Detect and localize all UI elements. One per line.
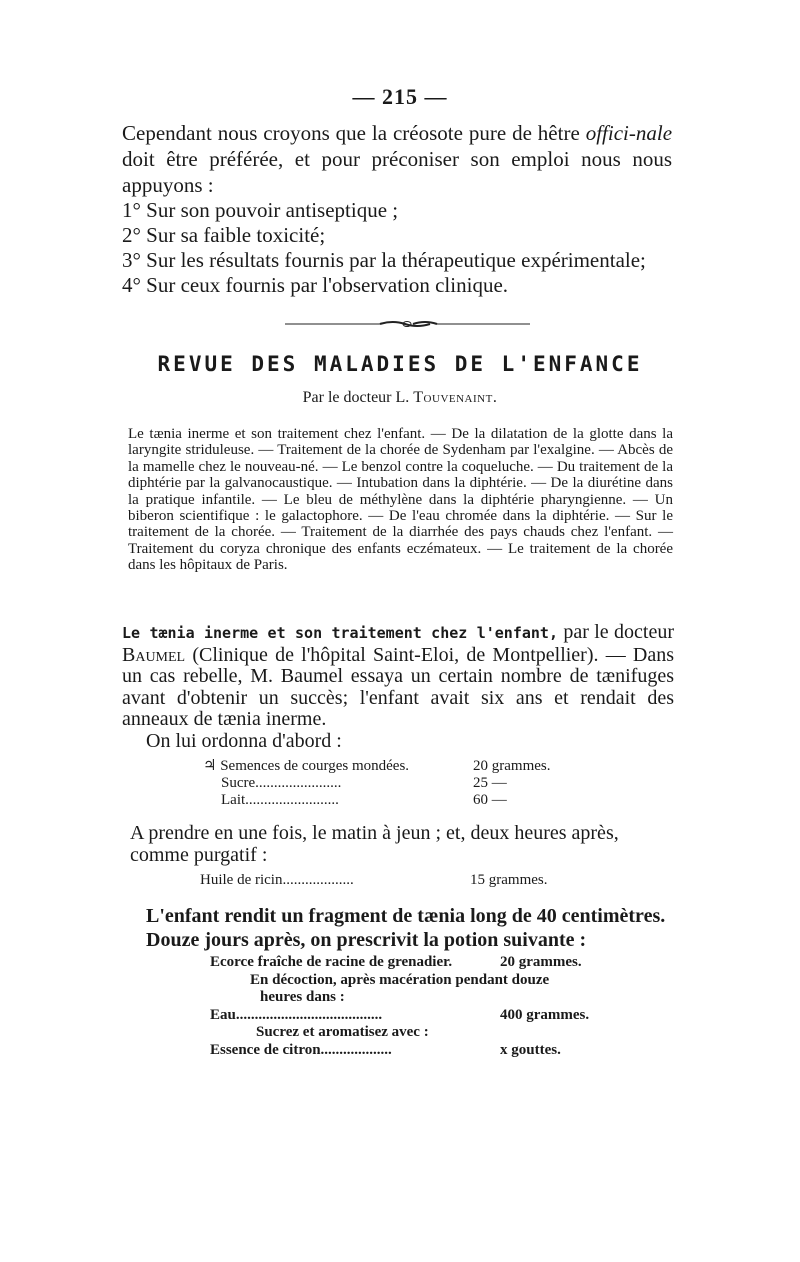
formula-qty: 15 grammes. bbox=[470, 872, 548, 888]
intro-italic-a: offici- bbox=[585, 121, 636, 145]
formula-note: heures dans : bbox=[260, 989, 345, 1005]
formula-row bbox=[203, 775, 563, 792]
page-number: — 215 — bbox=[352, 84, 448, 109]
formula-label: Huile de ricin................... bbox=[200, 872, 354, 888]
formula-label: Lait......................... bbox=[221, 792, 339, 808]
doctor-name: Baumel bbox=[122, 643, 186, 666]
formula-row bbox=[210, 1007, 590, 1025]
decorative-rule bbox=[285, 319, 530, 329]
intro-line-a: Cependant nous croyons que la créosote pure de hêtre bbox=[122, 121, 580, 145]
intro-paragraph bbox=[122, 120, 672, 198]
prescription-3 bbox=[210, 954, 590, 1059]
section-title: REVUE DES MALADIES DE L'ENFANCE bbox=[157, 352, 643, 376]
formula-label: Ecorce fraîche de racine de grenadier. bbox=[210, 954, 453, 970]
formula-row bbox=[200, 872, 560, 889]
summary-paragraph: Le tænia inerme et son traitement chez l'enfant. — De la dilatation de la glotte dans la laryngite striduleuse. — Traitement de la chorée de Sydenham par l'exalgine. — Abcès de la mamelle chez le nouveau-né. — Le benzol contre la coqueluche. — Du traitement de la diphtérie par la galvanocaustique. — Intubation dans la diphtérie. — De la diurétine dans la pratique infantile. — Le bleu de méthylène dans la diphtérie pharyngienne. — Un biberon scientifique : le galactophore. — De l'eau chromée dans la diphtérie. — Sur le traitement de la chorée. — Traitement de la diarrhée des pays chauds chez l'enfant. — Traitement du coryza chronique des enfants eczémateux. — Le traitement de la chorée dans les hôpitaux de Paris. bbox=[128, 426, 673, 574]
reason-item: 1° Sur son pouvoir antiseptique ; bbox=[122, 198, 399, 222]
formula-row bbox=[203, 792, 563, 809]
instruction-paragraph: A prendre en une fois, le matin à jeun ; et, deux heures après, comme purgatif : bbox=[130, 822, 619, 866]
prescription-2 bbox=[200, 872, 560, 889]
reason-item: 3° Sur les résultats fournis par la thérapeutique expérimentale; bbox=[122, 248, 646, 272]
formula-note: Sucrez et aromatisez avec : bbox=[256, 1024, 429, 1040]
reason-item: 4° Sur ceux fournis par l'observation clinique. bbox=[122, 273, 509, 297]
formula-row bbox=[210, 1042, 590, 1060]
formula-label: Sucre....................... bbox=[221, 775, 342, 791]
formula-label: Essence de citron................... bbox=[210, 1041, 392, 1058]
intro-italic-b: nale bbox=[635, 121, 673, 145]
reasons-list bbox=[122, 198, 672, 298]
byline-prefix: Par le docteur L. bbox=[302, 389, 410, 406]
author-name: Touvenaint. bbox=[413, 389, 498, 406]
formula-note: En décoction, après macération pendant douze bbox=[250, 971, 550, 988]
result-paragraph: L'enfant rendit un fragment de tænia long de 40 centimètres. Douze jours après, on prescrivit la potion suivante : bbox=[146, 905, 666, 951]
case-text-b: (Clinique de l'hôpital Saint-Eloi, de Montpellier). — Dans un cas rebelle, M. Baumel essaya un certain nombre de tænifuges avant d'obtenir un succès; l'enfant avait six ans et rendait des anneaux de tænia inerme. bbox=[122, 643, 674, 730]
formula-qty: 20 grammes. bbox=[473, 758, 551, 774]
intro-line-b: doit être préférée, et pour préconiser son emploi nous nous appuyons : bbox=[122, 147, 672, 197]
case-text-a: par le docteur bbox=[563, 621, 674, 643]
byline bbox=[0, 389, 800, 407]
formula-qty: 400 grammes. bbox=[500, 1006, 590, 1023]
reason-item: 2° Sur sa faible toxicité; bbox=[122, 223, 326, 247]
formula-row bbox=[210, 954, 590, 972]
formula-qty: 20 grammes. bbox=[500, 954, 582, 970]
case-order: On lui ordonna d'abord : bbox=[146, 729, 342, 752]
case-paragraph bbox=[122, 622, 674, 752]
case-lead: Le tænia inerme et son traitement chez l'enfant, bbox=[122, 624, 558, 642]
prescription-1 bbox=[203, 758, 563, 809]
formula-label: Eau....................................... bbox=[210, 1006, 383, 1023]
formula-row bbox=[203, 758, 563, 775]
formula-qty: 25 — bbox=[473, 775, 507, 791]
formula-label: ♃ Semences de courges mondées. bbox=[203, 758, 410, 774]
formula-qty: x gouttes. bbox=[500, 1041, 561, 1058]
formula-qty: 60 — bbox=[473, 792, 507, 808]
